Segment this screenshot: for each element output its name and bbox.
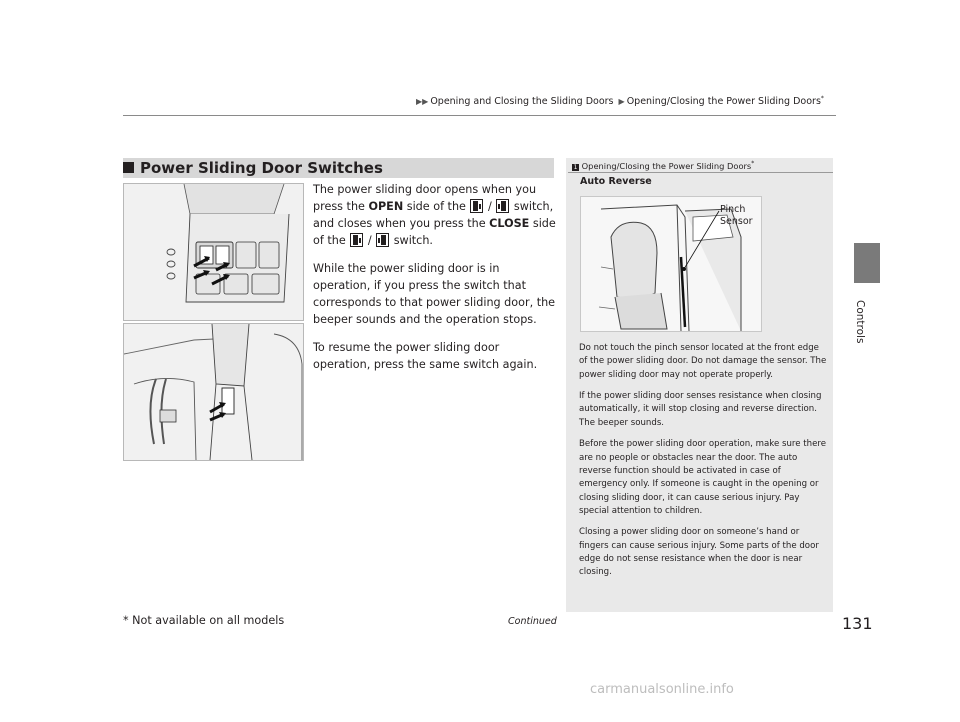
continued-label: Continued xyxy=(508,616,557,627)
note-text xyxy=(579,342,827,588)
breadcrumb-item-current[interactable]: Opening/Closing the Power Sliding Doors xyxy=(626,96,821,108)
paragraph-resume-operation: To resume the power sliding door operation, press the same switch again. xyxy=(313,341,538,371)
left-door-switch-icon xyxy=(470,199,483,213)
paragraph-switch-usage: The power sliding door opens when you press the OPEN side of the / switch, and closes when you press the CLOSE side of the / switch. xyxy=(313,183,556,247)
pinch-sensor-callout: Pinch Sensor xyxy=(720,204,753,227)
arrow-icon: ▶ xyxy=(618,97,625,107)
note-marker-icon: 1 xyxy=(573,163,578,171)
square-bullet-icon xyxy=(123,162,134,173)
left-door-switch-icon xyxy=(350,233,363,247)
note-paragraph: Before the power sliding door operation, make sure there are no people or obstacles near the door. The auto reverse function should be activated in case of emergency only. If someone is caught in the opening or closing sliding door, it can cause serious injury. Pay special attention to children. xyxy=(579,439,826,516)
footnote: * Not available on all models xyxy=(123,614,285,627)
paragraph-stop-operation: While the power sliding door is in operation, if you press the switch that corresponds to that power sliding door, the beeper sounds and the operation stops. xyxy=(313,262,556,326)
switch-panel-illustration xyxy=(123,183,304,321)
breadcrumb xyxy=(414,95,824,107)
right-door-switch-icon xyxy=(496,199,509,213)
watermark: carmanualsonline.info xyxy=(590,682,734,697)
pillar-switch-drawing xyxy=(124,324,303,460)
pillar-switch-illustration xyxy=(123,323,304,461)
page-number: 131 xyxy=(842,614,873,633)
section-heading xyxy=(123,158,554,178)
body-text xyxy=(313,181,558,384)
open-label: OPEN xyxy=(368,200,404,213)
asterisk-mark: * xyxy=(820,95,824,102)
note-panel-divider xyxy=(568,172,833,173)
chapter-tab-marker xyxy=(854,243,880,283)
note-paragraph: If the power sliding door senses resistance when closing automatically, it will stop closing and reverse direction. The beeper sounds. xyxy=(579,391,822,428)
header-divider xyxy=(123,115,836,116)
chapter-tab-label[interactable]: Controls xyxy=(854,300,866,344)
breadcrumb-item[interactable]: Opening and Closing the Sliding Doors xyxy=(430,96,614,108)
note-subtitle: Auto Reverse xyxy=(580,176,652,187)
note-paragraph: Closing a power sliding door on someone’s hand or fingers can cause serious injury. Some parts of the door edge do not sense resistance when the door is near closing. xyxy=(579,527,819,578)
section-title: Power Sliding Door Switches xyxy=(140,159,383,177)
close-label: CLOSE xyxy=(489,217,530,230)
switch-panel-drawing xyxy=(124,184,303,320)
right-door-switch-icon xyxy=(376,233,389,247)
note-paragraph: Do not touch the pinch sensor located at the front edge of the power sliding door. Do not damage the sensor. The power sliding door may not operate properly. xyxy=(579,343,827,380)
double-arrow-icon: ▶▶ xyxy=(416,97,429,107)
note-panel-title: 1 Opening/Closing the Power Sliding Doors* xyxy=(573,160,755,171)
